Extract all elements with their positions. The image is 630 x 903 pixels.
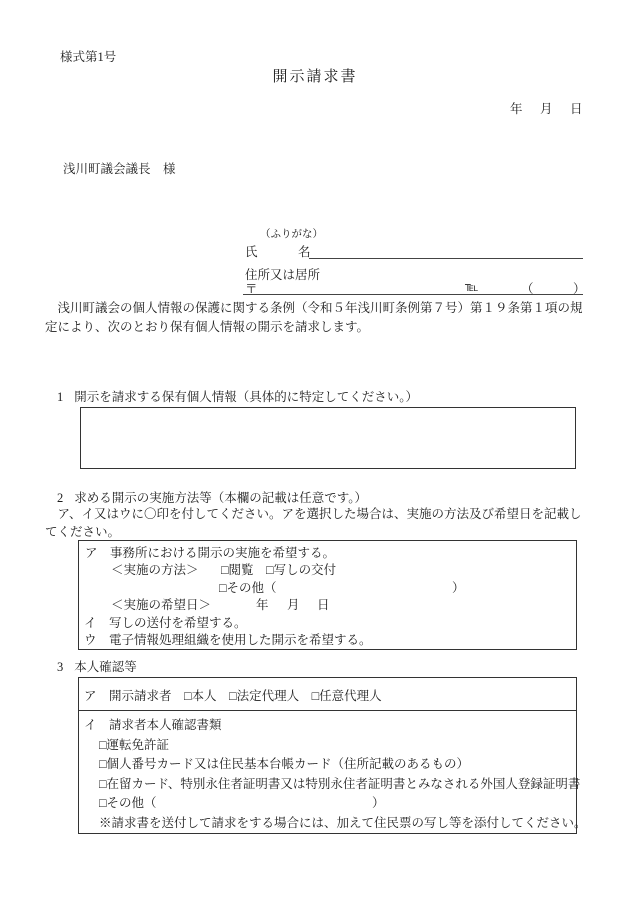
identity-doc-other-paren-close: ） xyxy=(372,796,385,810)
mailing-note: ※請求書を送付して請求をする場合には、加えて住民票の写し等を添付してください。 xyxy=(99,815,587,830)
identity-doc-other-checkbox: □その他（ xyxy=(99,796,157,810)
disclosure-method-box xyxy=(78,540,577,650)
method-checkbox-options: □閲覧 □写しの交付 xyxy=(221,563,337,578)
addressee-label: 浅川町議会議長 様 xyxy=(63,162,176,176)
method-label: ＜実施の方法＞ xyxy=(111,563,199,578)
postal-mark: 〒 xyxy=(245,282,258,296)
method-option-i: イ 写しの送付を希望する。 xyxy=(84,615,247,630)
section1-heading xyxy=(57,387,418,405)
name-label-last: 氏 xyxy=(245,245,258,259)
requester-type-row: ア 開示請求者 □本人 □法定代理人 □任意代理人 xyxy=(79,678,576,711)
section2-title: 求める開示の実施方法等（本欄の記載は任意です。） xyxy=(74,491,368,505)
section2-note-line-2: てください。 xyxy=(45,525,121,539)
date-year-label: 年 xyxy=(510,102,523,116)
date-month-label: 月 xyxy=(540,102,553,116)
method-other-checkbox: □その他（ xyxy=(219,580,277,595)
identity-doc-mynumber-card: □個人番号カード又は住民基本台帳カード（住所記載のあるもの） xyxy=(99,757,470,771)
form-number-label: 様式第1号 xyxy=(60,50,117,64)
wish-date-label: ＜実施の希望日＞ xyxy=(111,598,212,613)
section1-number: 1 xyxy=(57,390,64,404)
intro-line-1: 浅川町議会の個人情報の保護に関する条例（令和５年浅川町条例第７号）第１９条第１項の規 xyxy=(45,301,583,315)
method-option-i-line xyxy=(79,613,576,630)
identity-documents-title: イ 請求者本人確認書類 xyxy=(84,718,222,732)
wish-month-label: 月 xyxy=(287,598,300,613)
section1-title: 開示を請求する保有個人情報（具体的に特定してください。） xyxy=(74,390,419,404)
method-other-paren-close: ） xyxy=(452,580,465,595)
date-day-label: 日 xyxy=(570,102,583,116)
method-option-a-line xyxy=(79,543,576,560)
name-underline xyxy=(309,257,583,259)
section3-title: 本人確認等 xyxy=(74,660,137,674)
address-label: 住所又は居所 xyxy=(245,268,321,282)
page-title: 開示請求書 xyxy=(272,69,358,85)
wish-year-label: 年 xyxy=(256,598,269,613)
wish-date-line xyxy=(79,595,576,612)
name-field-row xyxy=(245,242,583,258)
section2-heading xyxy=(57,488,367,506)
method-option-u-line xyxy=(79,630,576,647)
furigana-label: （ふりがな） xyxy=(260,229,323,240)
method-of-implementation-line xyxy=(79,560,576,577)
identity-doc-residence-card: □在留カード、特別永住者証明書又は特別永住者証明書とみなされる外国人登録証明書 xyxy=(99,776,581,791)
wish-day-label: 日 xyxy=(317,598,330,613)
method-other-line xyxy=(79,578,576,595)
identity-doc-drivers-license: □運転免許証 xyxy=(99,737,170,752)
name-label-first: 名 xyxy=(298,245,311,259)
tel-label: ℡ xyxy=(465,280,479,294)
section2-number: 2 xyxy=(57,491,64,505)
postal-tel-row xyxy=(243,279,586,296)
section3-number: 3 xyxy=(57,660,64,674)
requested-information-box xyxy=(80,407,576,469)
section2-note xyxy=(45,505,585,541)
identity-doc-other-line xyxy=(79,794,576,814)
section2-note-line-1: ア、イ又はウに〇印を付してください。アを選択した場合は、実施の方法及び希望日を記載し xyxy=(45,507,582,521)
tel-paren-open: （ xyxy=(521,282,534,296)
method-option-a: ア 事務所における開示の実施を希望する。 xyxy=(85,546,336,560)
identity-documents-row xyxy=(79,711,587,833)
date-line xyxy=(0,99,630,115)
intro-paragraph xyxy=(45,299,585,337)
identity-verification-box xyxy=(78,677,587,834)
section3-heading xyxy=(57,657,137,675)
tel-paren-close: ） xyxy=(573,282,586,296)
intro-line-2: 定により、次のとおり保有個人情報の開示を請求します。 xyxy=(45,320,370,334)
method-option-u: ウ 電子情報処理組織を使用した開示を希望する。 xyxy=(84,632,372,647)
